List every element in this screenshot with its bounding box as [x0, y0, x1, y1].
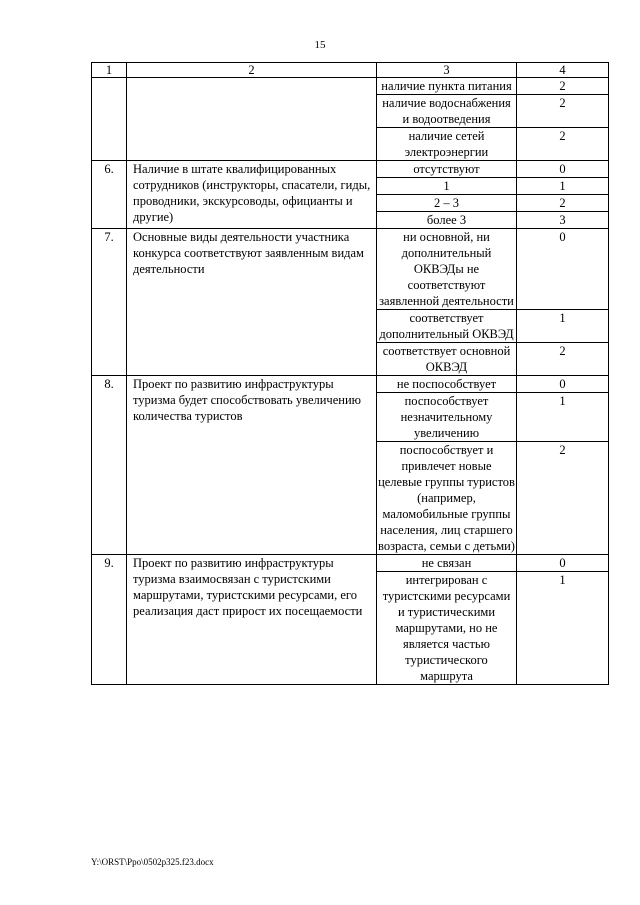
score-cell: 1	[517, 572, 609, 685]
indicator-cell	[127, 78, 377, 161]
score-cell: 2	[517, 95, 609, 128]
criterion-cell: не связан	[377, 555, 517, 572]
header-col-4: 4	[517, 63, 609, 78]
criterion-cell: ни основной, ни дополнительный ОКВЭДы не соответствуют заявленной деятельности	[377, 229, 517, 310]
criterion-cell: 1	[377, 178, 517, 195]
header-col-3: 3	[377, 63, 517, 78]
score-cell: 0	[517, 161, 609, 178]
score-cell: 1	[517, 178, 609, 195]
row-number: 8.	[92, 376, 127, 555]
score-cell: 1	[517, 310, 609, 343]
criterion-cell: поспособствует и привлечет новые целевые группы туристов (например, маломобильные группы населения, лиц старшего возраста, семьи с детьми)	[378, 443, 515, 553]
criterion-cell: наличие пункта питания	[377, 78, 517, 95]
row-number: 6.	[92, 161, 127, 229]
score-cell: 2	[517, 195, 609, 212]
header-col-2: 2	[127, 63, 377, 78]
criterion-cell: соответствует дополнительный ОКВЭД	[377, 310, 517, 343]
score-cell: 0	[517, 376, 609, 393]
header-row	[92, 63, 609, 78]
table-row	[92, 229, 609, 310]
page-number: 15	[314, 39, 326, 51]
criterion-cell: поспособствует незначительному увеличению	[377, 393, 517, 442]
score-cell: 2	[517, 442, 609, 555]
score-cell: 0	[517, 229, 609, 310]
score-cell: 2	[517, 343, 609, 376]
criterion-cell: наличие водоснабжения и водоотведения	[377, 95, 517, 128]
header-col-1: 1	[92, 63, 127, 78]
score-cell: 1	[517, 393, 609, 442]
criterion-cell: отсутствуют	[377, 161, 517, 178]
criteria-table	[91, 62, 609, 685]
indicator-cell: Наличие в штате квалифицированных сотрудников (инструкторы, спасатели, гиды, проводники, экскурсоводы, официанты и другие)	[127, 161, 377, 229]
score-cell: 3	[517, 212, 609, 229]
table-row	[92, 376, 609, 393]
indicator-cell: Проект по развитию инфраструктуры туризма взаимосвязан с туристскими маршрутами, туристскими ресурсами, его реализация даст прирост их посещаемости	[127, 555, 377, 685]
criterion-cell: 2 – 3	[377, 195, 517, 212]
criterion-cell: соответствует основной ОКВЭД	[377, 343, 517, 376]
indicator-cell: Основные виды деятельности участника конкурса соответствуют заявленным видам деятельности	[127, 229, 377, 376]
row-number: 7.	[92, 229, 127, 376]
criterion-cell: наличие сетей электроэнергии	[377, 128, 517, 161]
table-row	[92, 78, 609, 95]
criterion-cell: интегрирован с туристскими ресурсами и туристическими маршрутами, но не является частью туристического маршрута	[377, 572, 517, 685]
score-cell: 0	[517, 555, 609, 572]
table-row	[92, 555, 609, 572]
file-path-footer: Y:\ORST\Ppo\0502p325.f23.docx	[91, 857, 214, 867]
score-cell: 2	[517, 78, 609, 95]
table-row	[92, 161, 609, 178]
score-cell: 2	[517, 128, 609, 161]
row-number	[92, 78, 127, 161]
indicator-cell: Проект по развитию инфраструктуры туризма будет способствовать увеличению количества туристов	[127, 376, 377, 555]
criterion-cell: не поспособствует	[377, 376, 517, 393]
criterion-cell: более 3	[377, 212, 517, 229]
row-number: 9.	[92, 555, 127, 685]
